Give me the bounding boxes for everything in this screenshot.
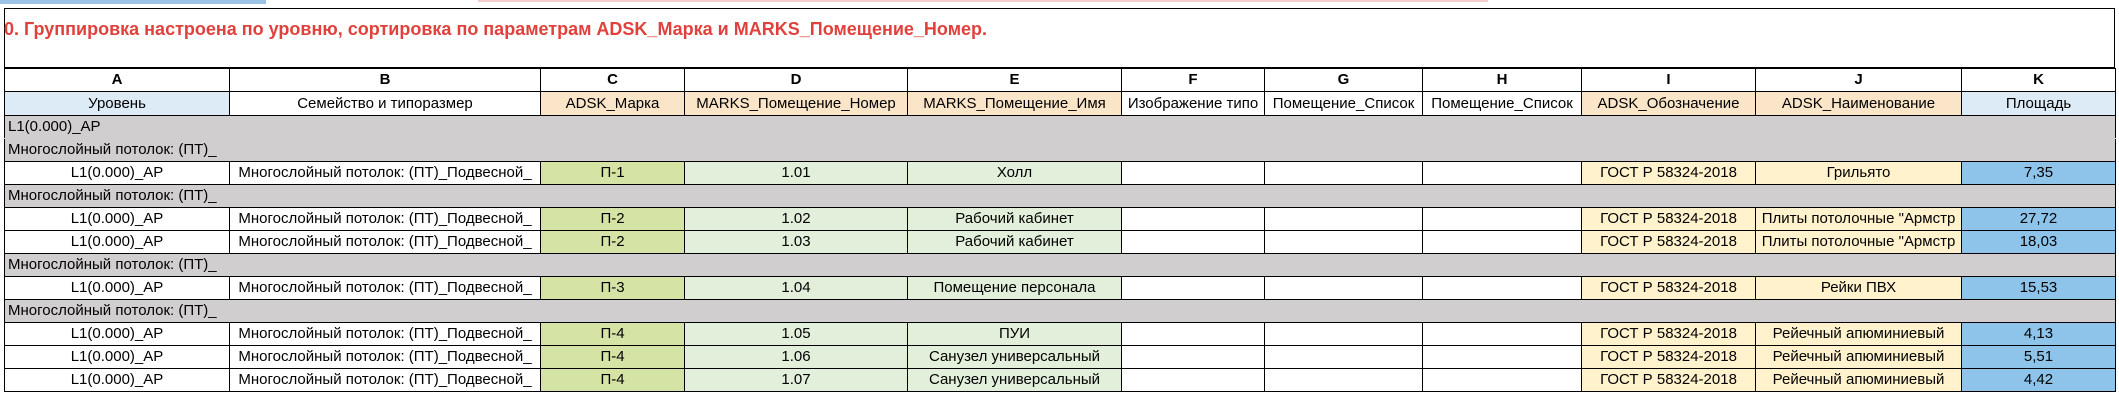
cell-family[interactable]: Многослойный потолок: (ПТ)_Подвесной_ [230, 346, 541, 369]
cell-room-list-2[interactable] [1423, 231, 1582, 254]
group-header-family[interactable] [5, 254, 2116, 277]
cell-mark[interactable]: П-1 [541, 162, 685, 185]
cell-room-list-2[interactable] [1423, 346, 1582, 369]
cell-designation[interactable]: ГОСТ Р 58324-2018 [1582, 323, 1756, 346]
cell-mark[interactable]: П-4 [541, 346, 685, 369]
cell-type-image[interactable] [1122, 323, 1265, 346]
schedule-title: 0. Группировка настроена по уровню, сортировка по параметрам ADSK_Марка и MARKS_Помещение_Номер. [4, 19, 988, 39]
sheet-tab-indicator [0, 0, 266, 4]
table-row[interactable] [5, 162, 2116, 185]
cell-area[interactable]: 15,53 [1962, 277, 2116, 300]
cell-designation[interactable]: ГОСТ Р 58324-2018 [1582, 369, 1756, 392]
cell-family[interactable]: Многослойный потолок: (ПТ)_Подвесной_ [230, 208, 541, 231]
cell-level[interactable]: L1(0.000)_AP [5, 277, 230, 300]
group-label: L1(0.000)_AP [5, 116, 2116, 139]
table-row[interactable] [5, 208, 2116, 231]
cell-room-number[interactable]: 1.01 [685, 162, 908, 185]
cell-level[interactable]: L1(0.000)_AP [5, 162, 230, 185]
cell-room-list-1[interactable] [1265, 277, 1423, 300]
cell-room-name[interactable]: Санузел универсальный [908, 369, 1122, 392]
cell-room-list-2[interactable] [1423, 277, 1582, 300]
header-title[interactable]: ADSK_Наименование [1756, 92, 1962, 116]
cell-title[interactable]: Рейечный апюминиевый [1756, 323, 1962, 346]
header-level[interactable]: Уровень [5, 92, 230, 116]
cell-room-number[interactable]: 1.06 [685, 346, 908, 369]
schedule-table [4, 68, 2116, 392]
column-letters-row [5, 69, 2116, 92]
cell-room-name[interactable]: Рабочий кабинет [908, 208, 1122, 231]
cell-room-name[interactable]: Рабочий кабинет [908, 231, 1122, 254]
cell-area[interactable]: 18,03 [1962, 231, 2116, 254]
cell-designation[interactable]: ГОСТ Р 58324-2018 [1582, 162, 1756, 185]
column-letter[interactable]: G [1265, 69, 1423, 92]
cell-type-image[interactable] [1122, 208, 1265, 231]
cell-title[interactable]: Плиты потолочные "Армстр [1756, 208, 1962, 231]
selection-indicator [478, 0, 1488, 2]
cell-designation[interactable]: ГОСТ Р 58324-2018 [1582, 277, 1756, 300]
table-row[interactable] [5, 323, 2116, 346]
cell-mark[interactable]: П-2 [541, 231, 685, 254]
cell-designation[interactable]: ГОСТ Р 58324-2018 [1582, 208, 1756, 231]
cell-type-image[interactable] [1122, 277, 1265, 300]
cell-type-image[interactable] [1122, 369, 1265, 392]
column-letter[interactable]: K [1962, 69, 2116, 92]
column-letter[interactable]: J [1756, 69, 1962, 92]
cell-title[interactable]: Рейечный апюминиевый [1756, 346, 1962, 369]
column-letter[interactable]: F [1122, 69, 1265, 92]
cell-mark[interactable]: П-4 [541, 323, 685, 346]
cell-area[interactable]: 4,42 [1962, 369, 2116, 392]
column-letter[interactable]: A [5, 69, 230, 92]
cell-family[interactable]: Многослойный потолок: (ПТ)_Подвесной_ [230, 369, 541, 392]
header-room-number[interactable]: MARKS_Помещение_Номер [685, 92, 908, 116]
group-header-family[interactable] [5, 185, 2116, 208]
cell-title[interactable]: Плиты потолочные "Армстр [1756, 231, 1962, 254]
header-designation[interactable]: ADSK_Обозначение [1582, 92, 1756, 116]
cell-room-name[interactable]: Холл [908, 162, 1122, 185]
cell-mark[interactable]: П-3 [541, 277, 685, 300]
cell-level[interactable]: L1(0.000)_AP [5, 231, 230, 254]
cell-room-list-2[interactable] [1423, 369, 1582, 392]
cell-level[interactable]: L1(0.000)_AP [5, 323, 230, 346]
cell-title[interactable]: Рейки ПВХ [1756, 277, 1962, 300]
cell-family[interactable]: Многослойный потолок: (ПТ)_Подвесной_ [230, 231, 541, 254]
group-header-family[interactable] [5, 300, 2116, 323]
group-label: Многослойный потолок: (ПТ)_ [5, 139, 2116, 162]
column-letter[interactable]: I [1582, 69, 1756, 92]
cell-type-image[interactable] [1122, 346, 1265, 369]
cell-room-list-2[interactable] [1423, 323, 1582, 346]
cell-area[interactable]: 5,51 [1962, 346, 2116, 369]
group-label: Многослойный потолок: (ПТ)_ [5, 254, 2116, 277]
cell-level[interactable]: L1(0.000)_AP [5, 369, 230, 392]
header-family[interactable]: Семейство и типоразмер [230, 92, 541, 116]
cell-room-name[interactable]: ПУИ [908, 323, 1122, 346]
column-letter[interactable]: B [230, 69, 541, 92]
column-headers-row [5, 92, 2116, 116]
header-room-list-2[interactable]: Помещение_Список [1423, 92, 1582, 116]
cell-designation[interactable]: ГОСТ Р 58324-2018 [1582, 231, 1756, 254]
cell-room-list-1[interactable] [1265, 369, 1423, 392]
table-row[interactable] [5, 369, 2116, 392]
cell-room-list-1[interactable] [1265, 346, 1423, 369]
cell-type-image[interactable] [1122, 231, 1265, 254]
cell-title[interactable]: Грильято [1756, 162, 1962, 185]
cell-room-name[interactable]: Помещение персонала [908, 277, 1122, 300]
cell-room-number[interactable]: 1.04 [685, 277, 908, 300]
cell-family[interactable]: Многослойный потолок: (ПТ)_Подвесной_ [230, 277, 541, 300]
cell-area[interactable]: 27,72 [1962, 208, 2116, 231]
cell-title[interactable]: Рейечный апюминиевый [1756, 369, 1962, 392]
cell-mark[interactable]: П-4 [541, 369, 685, 392]
cell-type-image[interactable] [1122, 162, 1265, 185]
column-letter[interactable]: H [1423, 69, 1582, 92]
header-room-name[interactable]: MARKS_Помещение_Имя [908, 92, 1122, 116]
cell-room-list-2[interactable] [1423, 208, 1582, 231]
cell-room-number[interactable]: 1.02 [685, 208, 908, 231]
cell-room-number[interactable]: 1.05 [685, 323, 908, 346]
header-area[interactable]: Площадь [1962, 92, 2116, 116]
table-row[interactable] [5, 277, 2116, 300]
cell-family[interactable]: Многослойный потолок: (ПТ)_Подвесной_ [230, 323, 541, 346]
cell-room-number[interactable]: 1.03 [685, 231, 908, 254]
cell-room-list-1[interactable] [1265, 208, 1423, 231]
top-strip [0, 0, 2119, 6]
cell-room-list-1[interactable] [1265, 231, 1423, 254]
cell-room-name[interactable]: Санузел универсальный [908, 346, 1122, 369]
cell-family[interactable]: Многослойный потолок: (ПТ)_Подвесной_ [230, 162, 541, 185]
column-letter[interactable]: C [541, 69, 685, 92]
cell-level[interactable]: L1(0.000)_AP [5, 346, 230, 369]
header-mark[interactable]: ADSK_Марка [541, 92, 685, 116]
cell-designation[interactable]: ГОСТ Р 58324-2018 [1582, 346, 1756, 369]
header-room-list-1[interactable]: Помещение_Список [1265, 92, 1423, 116]
header-type-image[interactable]: Изображение типо [1122, 92, 1265, 116]
column-letter[interactable]: E [908, 69, 1122, 92]
table-row[interactable] [5, 346, 2116, 369]
cell-mark[interactable]: П-2 [541, 208, 685, 231]
group-label: Многослойный потолок: (ПТ)_ [5, 185, 2116, 208]
cell-room-list-2[interactable] [1423, 162, 1582, 185]
cell-room-number[interactable]: 1.07 [685, 369, 908, 392]
cell-area[interactable]: 7,35 [1962, 162, 2116, 185]
cell-room-list-1[interactable] [1265, 323, 1423, 346]
group-label: Многослойный потолок: (ПТ)_ [5, 300, 2116, 323]
cell-room-list-1[interactable] [1265, 162, 1423, 185]
group-header-level[interactable] [5, 116, 2116, 139]
cell-area[interactable]: 4,13 [1962, 323, 2116, 346]
cell-level[interactable]: L1(0.000)_AP [5, 208, 230, 231]
column-letter[interactable]: D [685, 69, 908, 92]
table-row[interactable] [5, 231, 2116, 254]
group-header-family[interactable] [5, 139, 2116, 162]
